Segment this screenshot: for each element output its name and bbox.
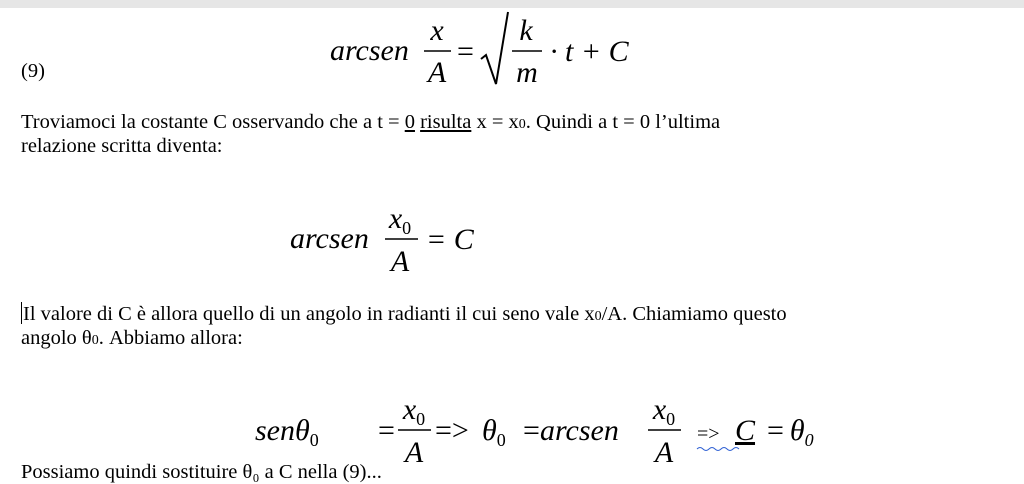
eq9-equals: = [457, 35, 474, 68]
eq2-numerator: $x_0$ [388, 202, 412, 238]
text-cursor [21, 302, 22, 324]
equation-theta [255, 385, 875, 465]
paragraph-2-line-2: angolo θ0. Abbiamo allora: [21, 327, 243, 349]
eq9-rhs: · t + C [550, 35, 629, 68]
eq3-numerator-2: $x_0$ [652, 393, 676, 429]
eq3-implies-2: => [697, 423, 720, 445]
equation-number: (9) [21, 60, 45, 82]
eq9-denominator: A [427, 56, 447, 86]
paragraph-1-line-1: Troviamoci la costante C osservando che a t = 0 risulta x = x0. Quindi a t = 0 l’ultima [21, 111, 721, 133]
eq3-denominator-1: A [404, 436, 424, 465]
eq3-denominator-2: A [654, 436, 674, 465]
eq3-tail: = $\theta_0$ [767, 414, 814, 450]
eq3-lhs: senθ$_0$ [255, 414, 319, 450]
eq3-equals-2: = [523, 414, 540, 447]
eq3-spellcheck-squiggle [697, 448, 739, 451]
eq9-lhs-func: arcsen [330, 34, 409, 67]
eq9-sqrt-numerator: k [519, 14, 533, 47]
paragraph-1-line-2: relazione scritta diventa: [21, 135, 223, 157]
paragraph-2-line-1: Il valore di C è allora quello di un angolo in radianti il cui seno vale x0/A. Chiamiamo questo [23, 303, 787, 325]
eq9-sqrt-sign [481, 12, 508, 84]
paragraph-3-cutoff: Possiamo quindi sostituire θ₀ a C nella (9)... [21, 461, 382, 483]
equation-9 [330, 8, 650, 86]
eq9-sqrt-denominator: m [516, 56, 538, 86]
eq2-lhs-func: arcsen [290, 222, 369, 255]
eq3-equals-1: = [378, 414, 395, 447]
equation-constant [290, 193, 510, 275]
eq3-c: C [735, 414, 756, 447]
eq3-numerator-1: $x_0$ [402, 393, 426, 429]
eq9-numerator: x [430, 14, 444, 47]
eq3-func: arcsen [540, 414, 619, 447]
eq3-middle: $\theta_0$ [482, 414, 506, 450]
eq2-denominator: A [390, 245, 410, 275]
eq2-rhs: = C [426, 223, 474, 256]
window-top-bar [0, 0, 1024, 8]
eq3-implies-1: => [435, 414, 469, 447]
